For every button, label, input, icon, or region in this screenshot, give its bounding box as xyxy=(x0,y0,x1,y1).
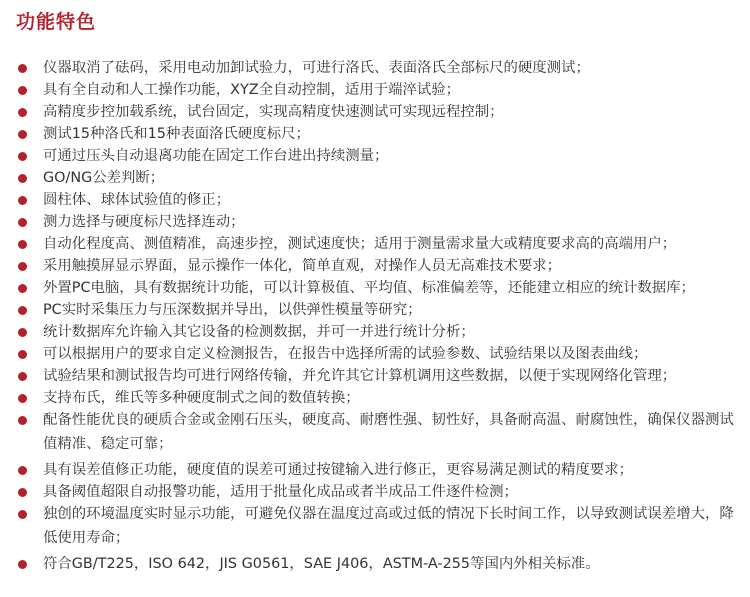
feature-item xyxy=(0,211,750,233)
bullet-dot-icon xyxy=(18,372,27,381)
bullet-dot-icon xyxy=(18,328,27,337)
bullet-dot-icon xyxy=(18,284,27,293)
feature-text: 独创的环境温度实时显示功能，可避免仪器在温度过高或过低的情况下长时间工作，以导致测试误差增大，降低使用寿命； xyxy=(43,506,734,546)
bullet-dot-icon xyxy=(18,196,27,205)
feature-item xyxy=(0,502,750,550)
feature-item xyxy=(0,408,750,456)
bullet-dot-icon xyxy=(18,174,27,183)
feature-text: 试验结果和测试报告均可进行网络传输，并允许其它计算机调用这些数据，以便于实现网络化管理； xyxy=(43,368,677,384)
bullet-dot-icon xyxy=(18,394,27,403)
bullet-dot-icon xyxy=(18,510,27,519)
feature-text: 高精度步控加载系统，试台固定，实现高精度快速测试可实现远程控制； xyxy=(43,104,504,120)
bullet-dot-icon xyxy=(18,262,27,271)
feature-item xyxy=(0,277,750,299)
bullet-dot-icon xyxy=(18,416,27,425)
feature-text: 可以根据用户的要求自定义检测报告，在报告中选择所需的试验参数、试验结果以及图表曲线； xyxy=(43,346,648,362)
feature-text: GO/NG公差判断； xyxy=(43,170,165,186)
bullet-dot-icon xyxy=(18,64,27,73)
feature-item xyxy=(0,321,750,343)
feature-item xyxy=(0,123,750,145)
feature-item xyxy=(0,233,750,255)
feature-text: 统计数据库允许输入其它设备的检测数据，并可一并进行统计分析； xyxy=(43,324,475,340)
feature-text: 外置PC电脑，具有数据统计功能，可以计算极值、平均值、标准偏差等，还能建立相应的统计数据库； xyxy=(43,280,695,296)
bullet-dot-icon xyxy=(18,306,27,315)
feature-text: 配备性能优良的硬质合金或金刚石压头，硬度高、耐磨性强、韧性好，具备耐高温、耐腐蚀性，确保仪器测试值精准、稳定可靠； xyxy=(43,412,734,452)
feature-text: PC实时采集压力与压深数据并导出，以供弹性模量等研究； xyxy=(43,302,422,318)
bullet-dot-icon xyxy=(18,488,27,497)
feature-item xyxy=(0,343,750,365)
bullet-dot-icon xyxy=(18,218,27,227)
feature-text: 具备阈值超限自动报警功能，适用于批量化成品或者半成品工件逐件检测； xyxy=(43,484,518,500)
feature-text: 支持布氏，维氏等多种硬度制式之间的数值转换； xyxy=(43,390,360,406)
bullet-dot-icon xyxy=(18,108,27,117)
feature-text: 自动化程度高、测值精准，高速步控，测试速度快；适用于测量需求量大或精度要求高的高端用户； xyxy=(43,236,677,252)
feature-item xyxy=(0,167,750,189)
feature-item xyxy=(0,459,750,481)
feature-item xyxy=(0,145,750,167)
feature-text: 可通过压头自动退离功能在固定工作台进出持续测量； xyxy=(43,148,389,164)
bullet-dot-icon xyxy=(18,466,27,475)
feature-item xyxy=(0,365,750,387)
feature-item xyxy=(0,481,750,503)
feature-item xyxy=(0,553,750,575)
feature-text: 采用触摸屏显示界面，显示操作一体化，简单直观，对操作人员无高难技术要求； xyxy=(43,258,562,274)
feature-item xyxy=(0,57,750,79)
bullet-dot-icon xyxy=(18,152,27,161)
feature-item xyxy=(0,387,750,409)
feature-text: 具有误差值修正功能，硬度值的误差可通过按键输入进行修正，更容易满足测试的精度要求； xyxy=(43,462,634,478)
feature-item xyxy=(0,255,750,277)
bullet-dot-icon xyxy=(18,560,27,569)
feature-item xyxy=(0,101,750,123)
feature-text: 圆柱体、球体试验值的修正； xyxy=(43,192,231,208)
feature-text: 仪器取消了砝码，采用电动加卸试验力，可进行洛氏、表面洛氏全部标尺的硬度测试； xyxy=(43,60,590,76)
feature-text: 测试15种洛氏和15种表面洛氏硬度标尺； xyxy=(43,126,310,142)
feature-text: 符合GB/T225，ISO 642，JIS G0561，SAE J406，ASTM-A-255等国内外相关标准。 xyxy=(43,556,600,572)
feature-item xyxy=(0,299,750,321)
section-title: 功能特色 xyxy=(16,11,97,33)
feature-text: 具有全自动和人工操作功能，XYZ全自动控制，适用于端淬试验； xyxy=(43,82,461,98)
bullet-dot-icon xyxy=(18,240,27,249)
bullet-dot-icon xyxy=(18,130,27,139)
bullet-dot-icon xyxy=(18,86,27,95)
feature-item xyxy=(0,79,750,101)
feature-item xyxy=(0,189,750,211)
feature-list xyxy=(0,57,750,575)
bullet-dot-icon xyxy=(18,350,27,359)
feature-text: 测力选择与硬度标尺选择连动； xyxy=(43,214,245,230)
